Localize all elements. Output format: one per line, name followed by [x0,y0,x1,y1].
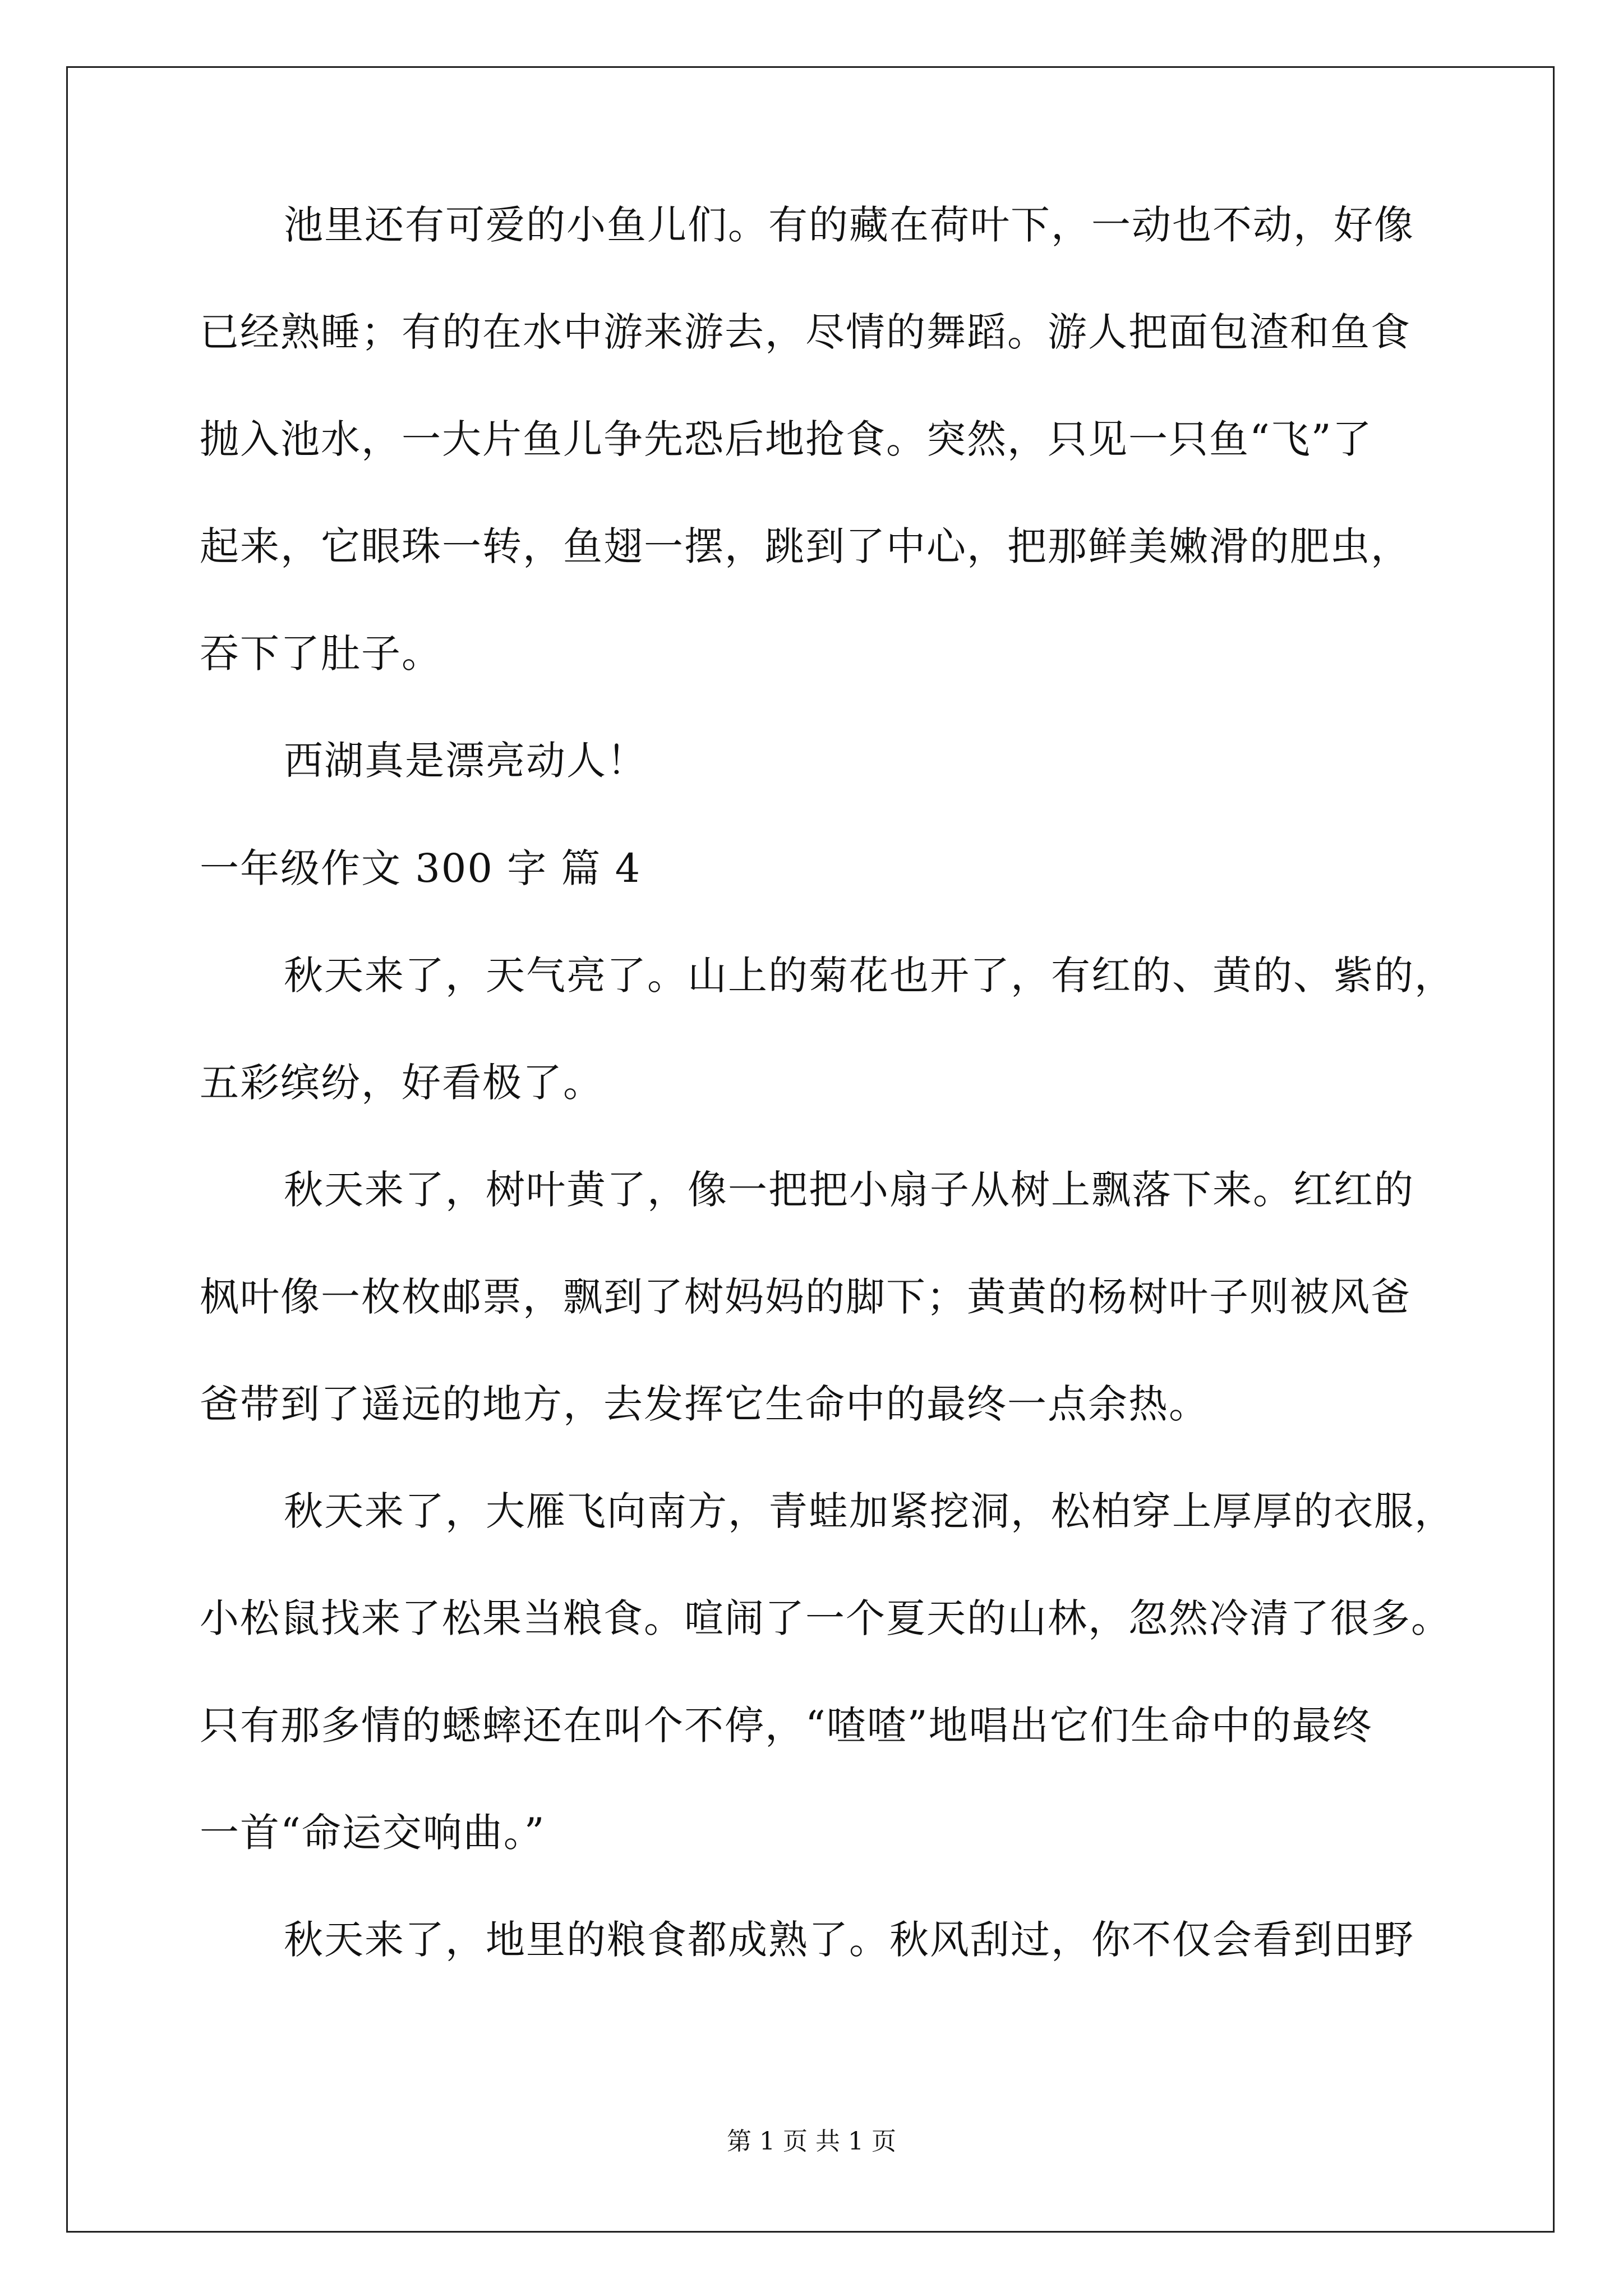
text-line: 秋天来了，树叶黄了，像一把把小扇子从树上飘落下来。红红的 [284,1167,1414,1213]
page-number-footer: 第 1 页 共 1 页 [727,2127,896,2156]
text-line: 起来，它眼珠一转，鱼翅一摆，跳到了中心，把那鲜美嫩滑的肥虫， [200,523,1411,569]
text-line: 一首“命运交响曲。” [200,1810,546,1856]
text-line: 池里还有可爱的小鱼儿们。有的藏在荷叶下，一动也不动，好像 [284,202,1414,248]
text-line: 五彩缤纷，好看极了。 [200,1060,603,1106]
text-line: 抛入池水，一大片鱼儿争先恐后地抢食。突然，只见一只鱼“飞”了 [200,416,1373,462]
text-line: 小松鼠找来了松果当粮食。喧闹了一个夏天的山林，忽然冷清了很多。 [200,1595,1451,1641]
text-line: 秋天来了，天气亮了。山上的菊花也开了，有红的、黄的、紫的， [284,953,1455,999]
page-border [66,66,1555,2233]
text-line: 枫叶像一枚枚邮票，飘到了树妈妈的脚下；黄黄的杨树叶子则被风爸 [200,1274,1411,1320]
text-line: 秋天来了，大雁飞向南方，青蛙加紧挖洞，松柏穿上厚厚的衣服， [284,1488,1455,1534]
text-line: 爸带到了遥远的地方，去发挥它生命中的最终一点余热。 [200,1381,1209,1427]
text-line: 秋天来了，地里的粮食都成熟了。秋风刮过，你不仅会看到田野 [284,1917,1414,1963]
text-line: 吞下了肚子。 [200,631,442,677]
text-line: 西湖真是漂亮动人！ [284,738,647,784]
section-heading: 一年级作文 300 字 篇 4 [200,845,642,891]
text-line: 已经熟睡；有的在水中游来游去，尽情的舞蹈。游人把面包渣和鱼食 [200,309,1411,355]
text-line: 只有那多情的蟋蟀还在叫个不停，“喳喳”地唱出它们生命中的最终 [200,1703,1373,1749]
